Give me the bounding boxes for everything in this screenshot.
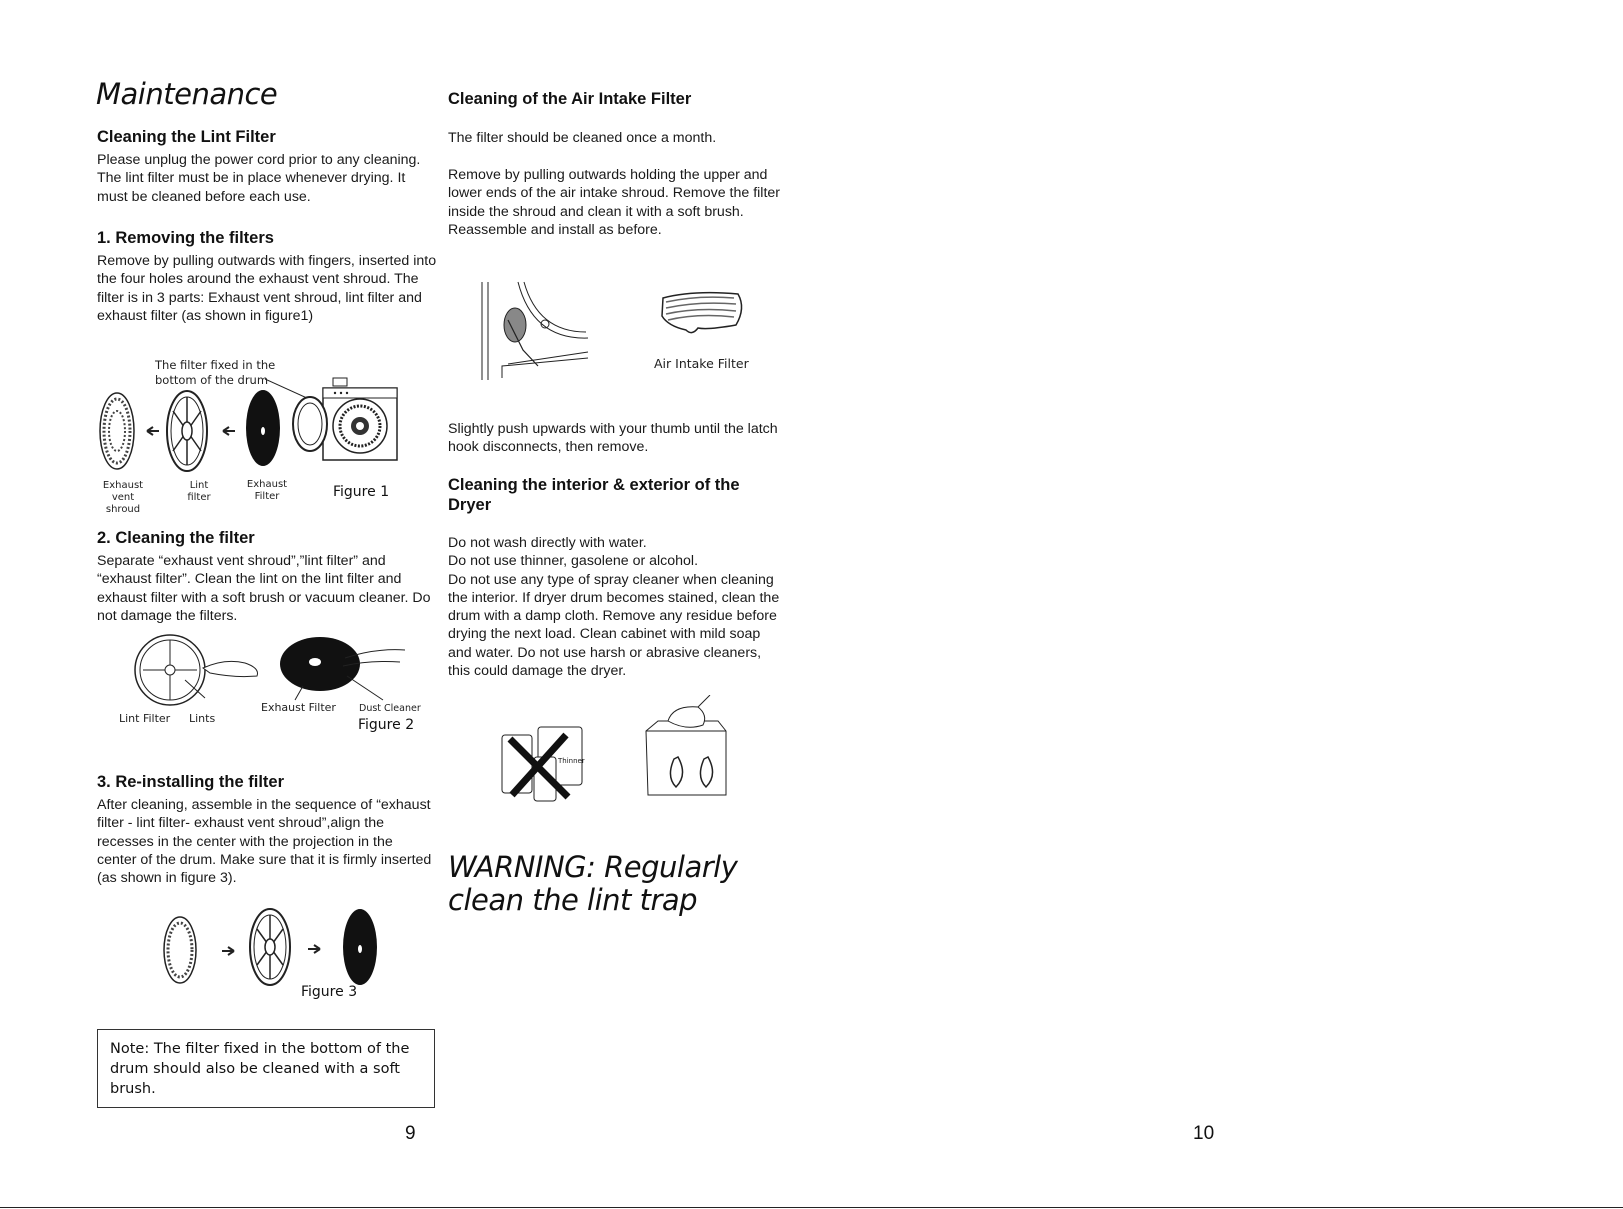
removing-filters-heading: 1. Removing the filters [97, 229, 274, 247]
wipe-cabinet-icon [646, 695, 726, 795]
figure3-caption: Figure 3 [301, 984, 358, 1000]
fig1-label-exhaust: Exhaust Filter [246, 479, 288, 502]
fig2-label-dust-cleaner: Dust Cleaner [359, 703, 421, 714]
page-number-left: 9 [405, 1123, 416, 1144]
lint-filter-text: Please unplug the power cord prior to any cleaning. The lint filter must be in place whenever drying. It must be cleaned before each use. [97, 152, 421, 205]
fig2-label-lint-filter: Lint Filter [119, 712, 171, 725]
note-box [97, 1029, 435, 1108]
cleaning-icons-illustration [498, 695, 738, 805]
cleaning-filter-heading: 2. Cleaning the filter [97, 529, 255, 547]
air-intake-filter-drawing [662, 293, 742, 333]
figure1-illustration [95, 376, 415, 486]
cleaning-filter-text: Separate “exhaust vent shroud”,”lint filter” and “exhaust filter”. Clean the lint on the lint filter and exhaust filter with a soft brush or vacuum cleaner. Do not damage the filters. [97, 553, 431, 624]
page-title: Maintenance [96, 77, 278, 111]
fig1-callout: The filter fixed in the bottom of the drum [155, 358, 276, 387]
page-number-right: 10 [1193, 1123, 1215, 1144]
figure3-illustration [160, 905, 390, 990]
warning-text: WARNING: Regularly clean the lint trap [448, 850, 738, 917]
lint-filter-wheel-drawing [135, 635, 258, 705]
latch-text: Slightly push upwards with your thumb until the latch hook disconnects, then remove. [448, 421, 778, 456]
fig1-label-shroud: Exhaust vent shroud [102, 480, 144, 515]
figure1-caption: Figure 1 [333, 484, 390, 500]
exhaust-vent-shroud-drawing [100, 393, 134, 469]
bottom-rule [0, 1207, 1623, 1208]
fig2-label-exhaust: Exhaust Filter [261, 701, 336, 714]
dryer-front-drawing [293, 378, 397, 460]
exhaust-filter-disc-drawing [280, 637, 405, 700]
air-intake-text-1: The filter should be cleaned once a month. [448, 130, 717, 146]
fig2-label-lints: Lints [189, 712, 216, 725]
interior-exterior-text: Do not wash directly with water. Do not use thinner, gasolene or alcohol. Do not use any type of spray cleaner when cleaning the interior. If dryer drum becomes stained, clean the drum with a damp cloth. Remove any residue before drying the next load. Clean cabinet with mild soap and water. Do not use harsh or abrasive cleaners, this could damage the dryer. [448, 535, 780, 680]
lint-filter-heading: Cleaning the Lint Filter [97, 128, 276, 146]
reinstalling-filter-heading: 3. Re-installing the filter [97, 773, 285, 791]
exhaust-filter-drawing [246, 390, 280, 466]
fig1-label-lint: Lint filter [187, 480, 211, 503]
air-intake-heading: Cleaning of the Air Intake Filter [448, 90, 692, 108]
note-text: Note: The filter fixed in the bottom of the drum should also be cleaned with a soft brush. [110, 1041, 410, 1097]
interior-exterior-heading: Cleaning the interior & exterior of the Dryer [448, 476, 740, 514]
removing-filters-text: Remove by pulling outwards with fingers, inserted into the four holes around the exhaust vent shroud. The filter is in 3 parts: Exhaust vent shroud, lint filter and exhaust filter (as shown in figure1) [97, 253, 437, 324]
no-chemicals-icon [502, 727, 585, 801]
svg-text:Thinner: Thinner [558, 757, 585, 765]
figure2-caption: Figure 2 [358, 717, 415, 733]
reinstalling-filter-text: After cleaning, assemble in the sequence of “exhaust filter - lint filter- exhaust vent shroud”,align the recesses in the center with the projection in the center of the drum. Make sure that it is firmly inserted (as shown in figure 3). [97, 797, 432, 887]
lint-filter-drawing [167, 391, 207, 471]
air-intake-text-2: Remove by pulling outwards holding the upper and lower ends of the air intake shroud. Remove the filter inside the shroud and clean it with a soft brush. Reassemble and install as before. [448, 167, 780, 238]
air-intake-filter-label: Air Intake Filter [654, 356, 749, 371]
